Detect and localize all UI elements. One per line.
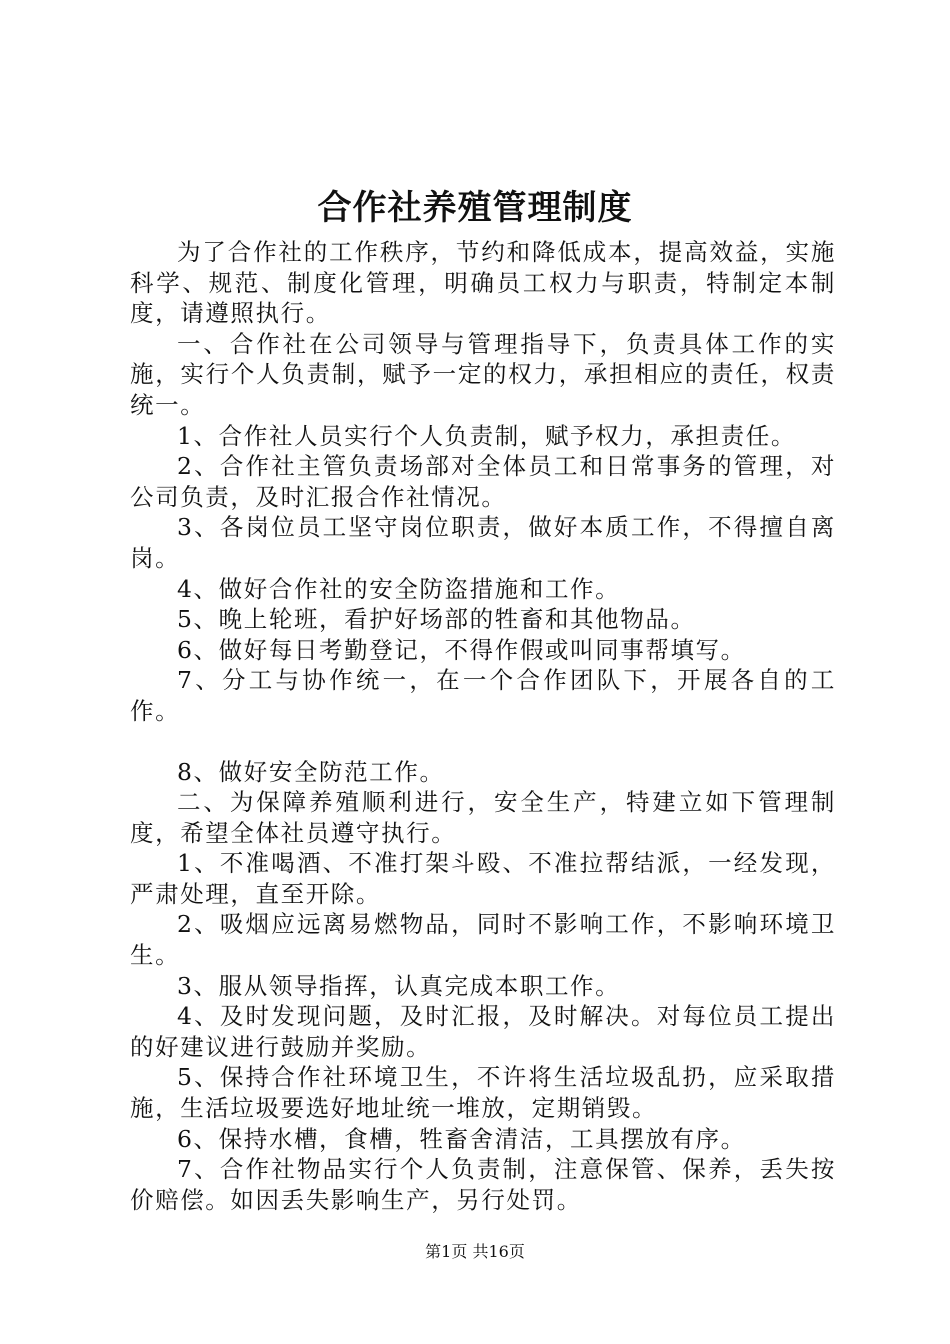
page-footer (0, 1241, 950, 1263)
paragraph-item: 6、做好每日考勤登记，不得作假或叫同事帮填写。 (177, 635, 746, 664)
paragraph-item: 3、服从领导指挥，认真完成本职工作。 (177, 971, 621, 1000)
paragraph-item: 1、合作社人员实行个人负责制，赋予权力，承担责任。 (177, 421, 796, 450)
page-number: 第1页 (425, 1242, 468, 1261)
document-title: 合作社养殖管理制度 (317, 188, 633, 228)
paragraph-item: 1、不准喝酒、不准打架斗殴、不准拉帮结派，一经发现，严肃处理，直至开除。 (130, 849, 836, 908)
paragraph-item: 2、合作社主管负责场部对全体员工和日常事务的管理，对公司负责，及时汇报合作社情况。 (130, 452, 836, 511)
paragraph-item: 7、分工与协作统一，在一个合作团队下，开展各自的工作。 (130, 666, 836, 725)
paragraph-intro: 为了合作社的工作秩序，节约和降低成本，提高效益，实施科学、规范、制度化管理，明确员工权力与职责，特制定本制度，请遵照执行。 (130, 238, 836, 328)
paragraph-item: 3、各岗位员工坚守岗位职责，做好本质工作，不得擅自离岗。 (130, 513, 836, 572)
paragraph-item: 4、及时发现问题，及时汇报，及时解决。对每位员工提出的好建议进行鼓励并奖励。 (130, 1002, 836, 1061)
paragraph-item: 2、吸烟应远离易燃物品，同时不影响工作，不影响环境卫生。 (130, 910, 836, 970)
paragraph-section-2: 二、为保障养殖顺利进行，安全生产，特建立如下管理制度，希望全体社员遵守执行。 (130, 788, 836, 847)
paragraph-item: 8、做好安全防范工作。 (177, 757, 445, 786)
page-total: 共16页 (472, 1242, 525, 1261)
paragraph-item: 6、保持水槽，食槽，牲畜舍清洁，工具摆放有序。 (177, 1124, 746, 1153)
paragraph-item: 5、晚上轮班，看护好场部的牲畜和其他物品。 (177, 605, 696, 634)
paragraph-item: 7、合作社物品实行个人负责制，注意保管、保养，丢失按价赔偿。如因丢失影响生产，另行处罚。 (130, 1155, 836, 1214)
paragraph-section-1: 一、合作社在公司领导与管理指导下，负责具体工作的实施，实行个人负责制，赋予一定的权力，承担相应的责任，权责统一。 (130, 329, 836, 419)
document-body (130, 237, 836, 1215)
paragraph-item: 5、保持合作社环境卫生，不许将生活垃圾乱扔，应采取措施，生活垃圾要选好地址统一堆放，定期销毁。 (130, 1063, 836, 1123)
paragraph-item: 4、做好合作社的安全防盗措施和工作。 (177, 574, 621, 603)
